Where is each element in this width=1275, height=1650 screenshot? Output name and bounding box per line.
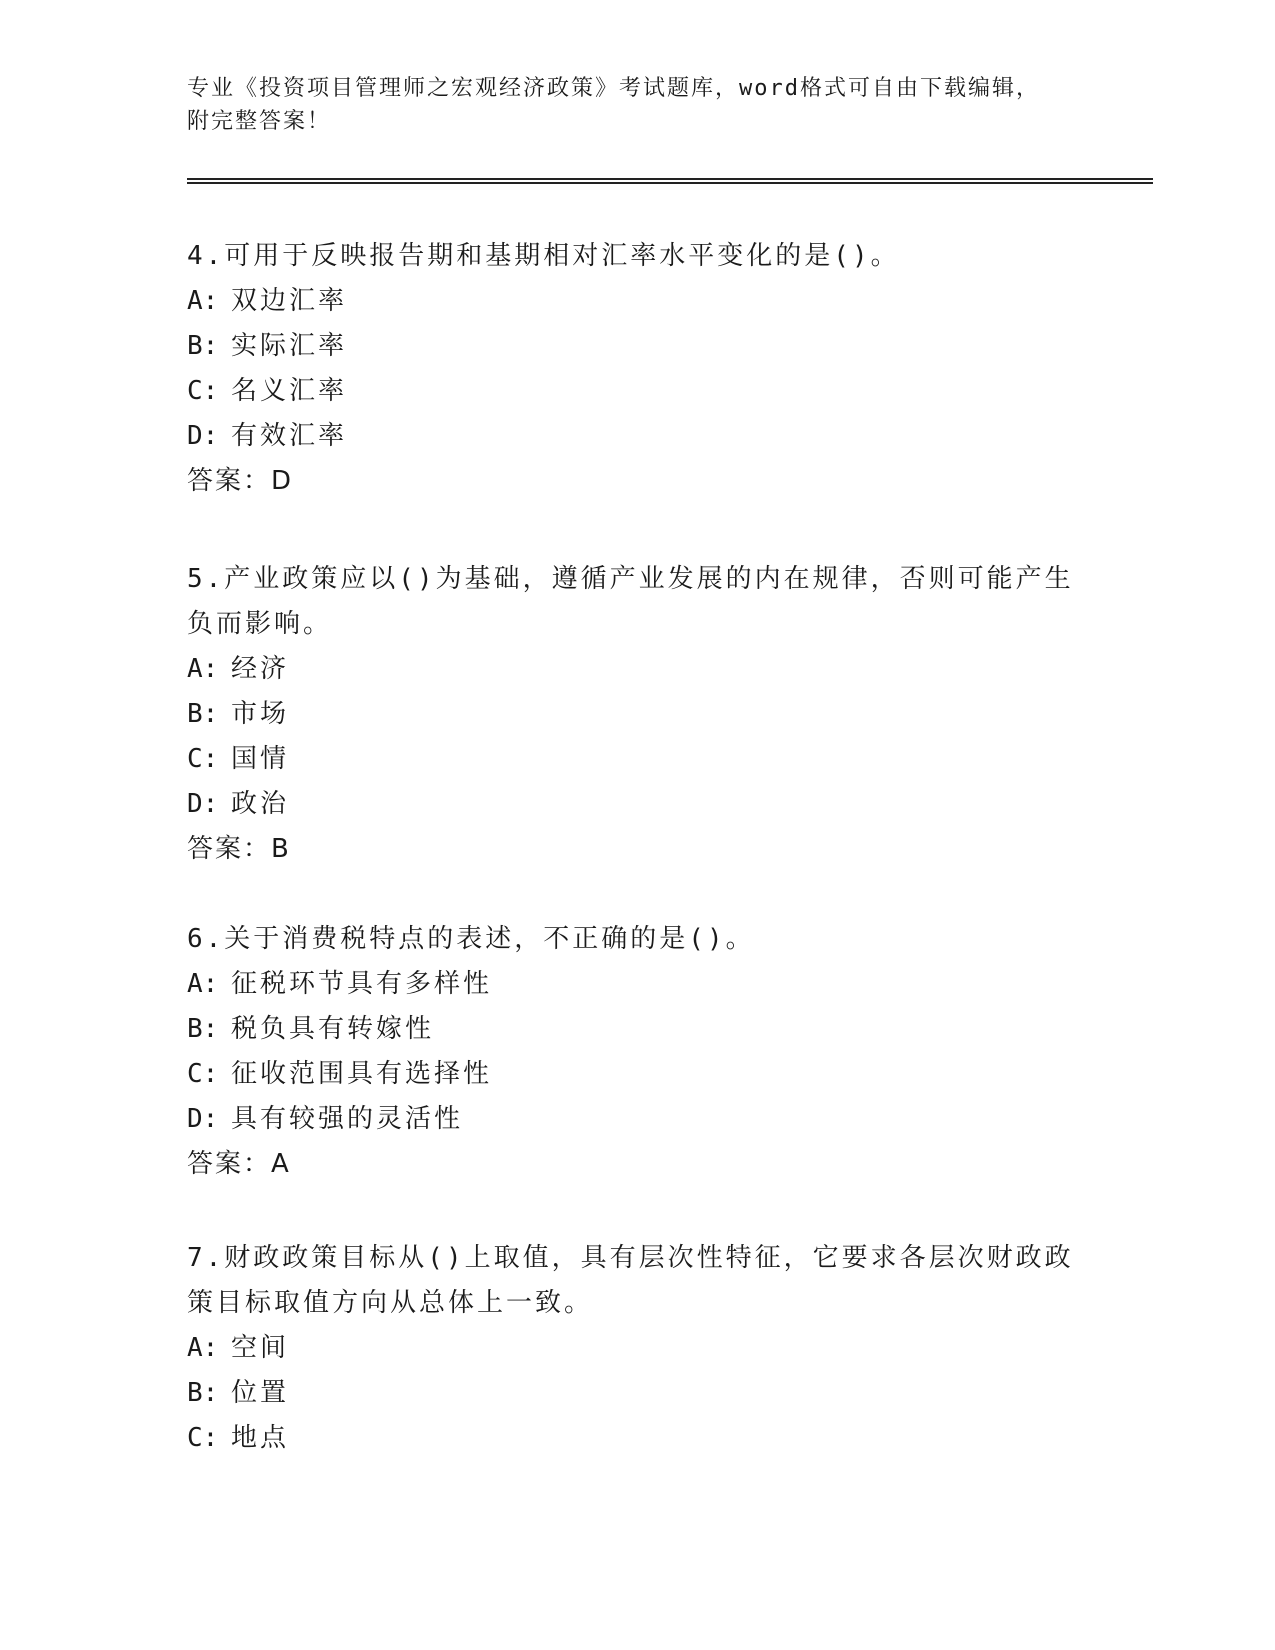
answer-label: 答案： xyxy=(187,834,272,864)
option-key: D: xyxy=(187,1104,219,1134)
option-c xyxy=(187,1052,1087,1097)
answer-label: 答案： xyxy=(187,1149,272,1179)
option-key: B: xyxy=(187,1378,219,1408)
intro-line-1: 专业《投资项目管理师之宏观经济政策》考试题库，word格式可自由下载编辑， xyxy=(187,76,1040,101)
option-text: 市场 xyxy=(231,699,290,729)
answer-label: 答案： xyxy=(187,466,272,496)
header-divider-top xyxy=(187,178,1153,180)
option-key: C: xyxy=(187,744,219,774)
option-text: 双边汇率 xyxy=(231,286,348,316)
option-d xyxy=(187,414,1087,459)
option-text: 征收范围具有选择性 xyxy=(231,1059,493,1089)
intro-line-2: 附完整答案！ xyxy=(187,109,332,134)
option-a xyxy=(187,279,1087,324)
option-key: B: xyxy=(187,699,219,729)
option-text: 地点 xyxy=(231,1423,290,1453)
option-c xyxy=(187,369,1087,414)
answer-value: A xyxy=(271,1149,289,1179)
option-key: D: xyxy=(187,421,219,451)
option-c xyxy=(187,737,1087,782)
option-a xyxy=(187,1326,1087,1371)
question-stem: 6.关于消费税特点的表述，不正确的是()。 xyxy=(187,924,755,954)
option-d xyxy=(187,782,1087,827)
question-stem: 7.财政政策目标从()上取值，具有层次性特征，它要求各层次财政政策目标取值方向从总体上一致。 xyxy=(187,1243,1074,1318)
answer-line xyxy=(187,1142,1087,1187)
option-key: A: xyxy=(187,286,219,316)
option-text: 位置 xyxy=(231,1378,290,1408)
option-key: D: xyxy=(187,789,219,819)
option-text: 征税环节具有多样性 xyxy=(231,969,493,999)
answer-line xyxy=(187,827,1087,872)
option-c xyxy=(187,1416,1087,1461)
option-key: A: xyxy=(187,969,219,999)
option-b xyxy=(187,1007,1087,1052)
option-text: 实际汇率 xyxy=(231,331,348,361)
option-text: 国情 xyxy=(231,744,290,774)
option-text: 税负具有转嫁性 xyxy=(231,1014,435,1044)
document-intro xyxy=(187,72,1087,138)
option-a xyxy=(187,962,1087,1007)
option-b xyxy=(187,324,1087,369)
option-text: 经济 xyxy=(231,654,290,684)
option-text: 空间 xyxy=(231,1333,290,1363)
option-text: 有效汇率 xyxy=(231,421,348,451)
question-4 xyxy=(187,234,1087,504)
question-stem: 4.可用于反映报告期和基期相对汇率水平变化的是()。 xyxy=(187,241,900,271)
question-5 xyxy=(187,557,1087,872)
question-stem: 5.产业政策应以()为基础，遵循产业发展的内在规律，否则可能产生负而影响。 xyxy=(187,564,1074,639)
option-key: B: xyxy=(187,1014,219,1044)
option-a xyxy=(187,647,1087,692)
question-7 xyxy=(187,1236,1087,1461)
option-d xyxy=(187,1097,1087,1142)
option-text: 名义汇率 xyxy=(231,376,348,406)
option-key: B: xyxy=(187,331,219,361)
option-b xyxy=(187,1371,1087,1416)
answer-value: D xyxy=(271,466,292,496)
answer-value: B xyxy=(271,834,289,864)
question-6 xyxy=(187,917,1087,1187)
header-divider-bottom xyxy=(187,182,1153,184)
answer-line xyxy=(187,459,1087,504)
option-key: A: xyxy=(187,1333,219,1363)
option-key: A: xyxy=(187,654,219,684)
option-key: C: xyxy=(187,1423,219,1453)
option-key: C: xyxy=(187,376,219,406)
option-key: C: xyxy=(187,1059,219,1089)
option-b xyxy=(187,692,1087,737)
option-text: 政治 xyxy=(231,789,290,819)
option-text: 具有较强的灵活性 xyxy=(231,1104,464,1134)
